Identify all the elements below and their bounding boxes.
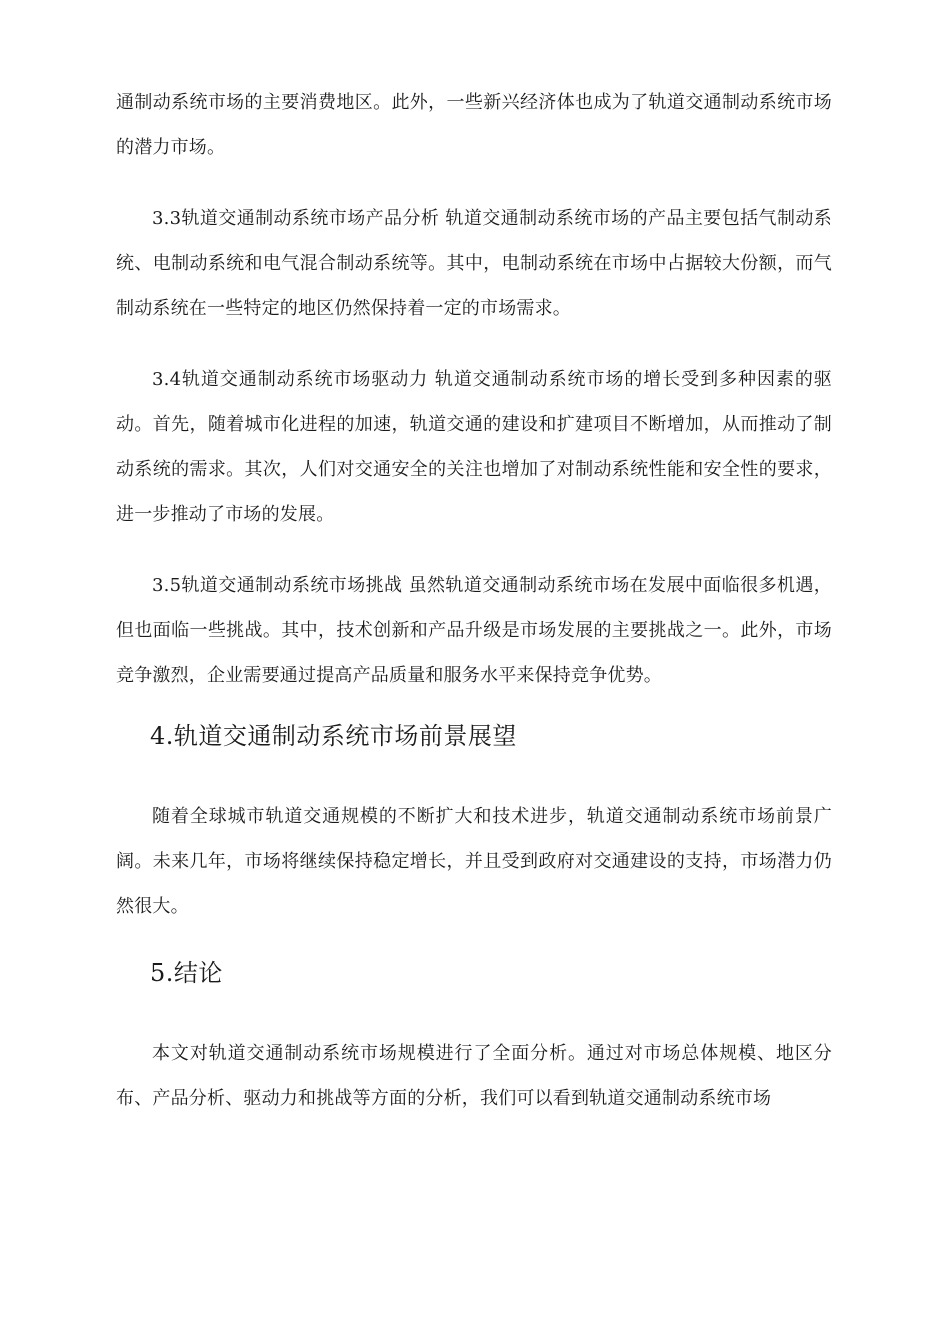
spacer xyxy=(116,331,832,357)
paragraph-3-5-market-challenges: 3.5轨道交通制动系统市场挑战 虽然轨道交通制动系统市场在发展中面临很多机遇，但也面临一些挑战。其中，技术创新和产品升级是市场发展的主要挑战之一。此外，市场竞争激烈，企业需要通过提高产品质量和服务水平来保持竞争优势。 xyxy=(116,575,832,686)
document-page xyxy=(116,80,832,1121)
paragraph-3-3-product-analysis: 3.3轨道交通制动系统市场产品分析 轨道交通制动系统市场的产品主要包括气制动系统、电制动系统和电气混合制动系统等。其中，电制动系统在市场中占据较大份额，而气制动系统在一些特定的地区仍然保持着一定的市场需求。 xyxy=(116,208,832,319)
spacer xyxy=(116,929,832,953)
paragraph-outlook: 随着全球城市轨道交通规模的不断扩大和技术进步，轨道交通制动系统市场前景广阔。未来几年，市场将继续保持稳定增长，并且受到政府对交通建设的支持，市场潜力仍然很大。 xyxy=(116,806,832,917)
section-heading-4-outlook: 4.轨道交通制动系统市场前景展望 xyxy=(150,722,517,750)
spacer xyxy=(116,756,832,794)
spacer xyxy=(116,537,832,563)
section-heading-5-conclusion: 5.结论 xyxy=(150,959,223,987)
spacer xyxy=(116,993,832,1031)
paragraph-3-4-market-drivers: 3.4轨道交通制动系统市场驱动力 轨道交通制动系统市场的增长受到多种因素的驱动。首先，随着城市化进程的加速，轨道交通的建设和扩建项目不断增加，从而推动了制动系统的需求。其次，人们对交通安全的关注也增加了对制动系统性能和安全性的要求，进一步推动了市场的发展。 xyxy=(116,369,832,525)
paragraph-continuation: 通制动系统市场的主要消费地区。此外，一些新兴经济体也成为了轨道交通制动系统市场的潜力市场。 xyxy=(116,92,832,158)
spacer xyxy=(116,698,832,716)
spacer xyxy=(116,170,832,196)
paragraph-conclusion: 本文对轨道交通制动系统市场规模进行了全面分析。通过对市场总体规模、地区分布、产品分析、驱动力和挑战等方面的分析，我们可以看到轨道交通制动系统市场 xyxy=(116,1043,832,1109)
